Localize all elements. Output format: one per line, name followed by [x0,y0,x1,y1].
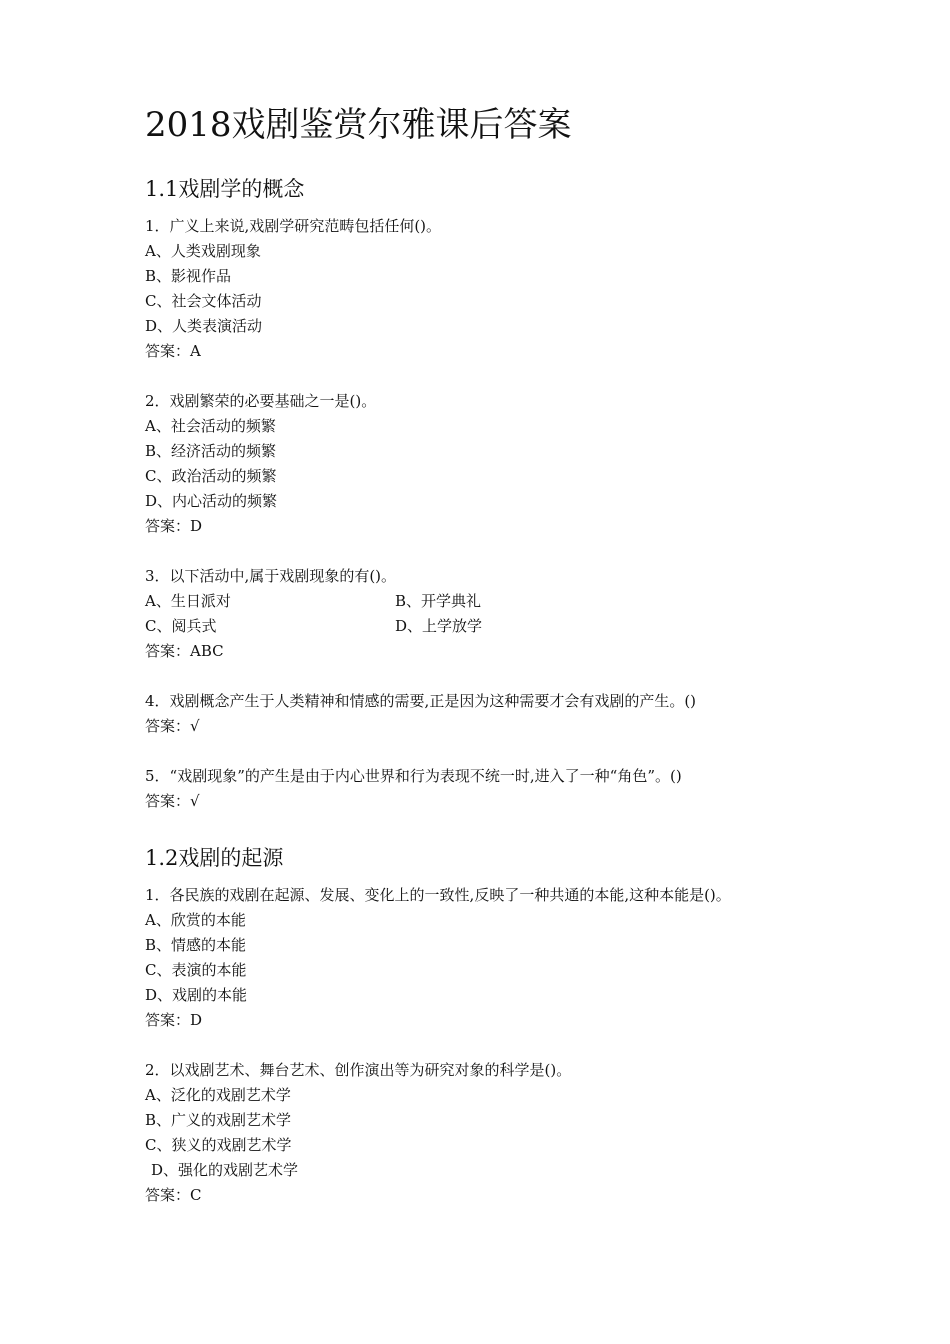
option-b: B、开学典礼 [395,592,482,610]
question-text: 1．广义上来说,戏剧学研究范畴包括任何()。 [145,217,442,235]
section-title: 1.1戏剧学的概念 [145,177,305,201]
option-d: D、戏剧的本能 [145,986,248,1004]
option-d: D、上学放学 [395,617,483,635]
option-c: C、表演的本能 [145,961,247,979]
section-1-2 [145,839,845,1208]
option-a: A、欣赏的本能 [145,911,246,929]
options-grid [145,589,845,639]
answer: 答案：ABC [145,642,224,660]
answer: 答案：√ [145,717,200,735]
option-a: A、人类戏剧现象 [145,242,261,260]
document-page [145,100,845,1233]
option-a: A、社会活动的频繁 [145,417,276,435]
question-4 [145,689,845,739]
answer: 答案：D [145,1011,203,1029]
question-5 [145,764,845,814]
question-text: 2．以戏剧艺术、舞台艺术、创作演出等为研究对象的科学是()。 [145,1061,572,1079]
option-b: B、经济活动的频繁 [145,442,277,460]
option-d: D、内心活动的频繁 [145,492,278,510]
question-text: 1．各民族的戏剧在起源、发展、变化上的一致性,反映了一种共通的本能,这种本能是()。 [145,886,731,904]
option-a: A、泛化的戏剧艺术学 [145,1086,291,1104]
answer: 答案：√ [145,792,200,810]
section-title: 1.2戏剧的起源 [145,846,284,870]
question-1 [145,214,845,364]
option-c: C、狭义的戏剧艺术学 [145,1136,292,1154]
question-3 [145,564,845,664]
document-title: 2018戏剧鉴赏尔雅课后答案 [145,105,572,145]
option-b: B、情感的本能 [145,936,247,954]
option-a: A、生日派对 [145,592,231,610]
option-b: B、影视作品 [145,267,232,285]
question-text: 4．戏剧概念产生于人类精神和情感的需要,正是因为这种需要才会有戏剧的产生。() [145,692,697,710]
option-d: D、人类表演活动 [145,317,263,335]
question-2 [145,1058,845,1208]
option-c: C、社会文体活动 [145,292,262,310]
question-text: 5．“戏剧现象”的产生是由于内心世界和行为表现不统一时,进入了一种“角色”。() [145,767,682,785]
option-c: C、阅兵式 [145,617,217,635]
question-text: 2．戏剧繁荣的必要基础之一是()。 [145,392,377,410]
option-d: D、强化的戏剧艺术学 [151,1161,299,1179]
section-1-1 [145,170,845,814]
question-text: 3．以下活动中,属于戏剧现象的有()。 [145,567,397,585]
question-1 [145,883,845,1033]
option-b: B、广义的戏剧艺术学 [145,1111,292,1129]
option-c: C、政治活动的频繁 [145,467,277,485]
answer: 答案：A [145,342,201,360]
answer: 答案：D [145,517,203,535]
question-2 [145,389,845,539]
answer: 答案：C [145,1186,202,1204]
